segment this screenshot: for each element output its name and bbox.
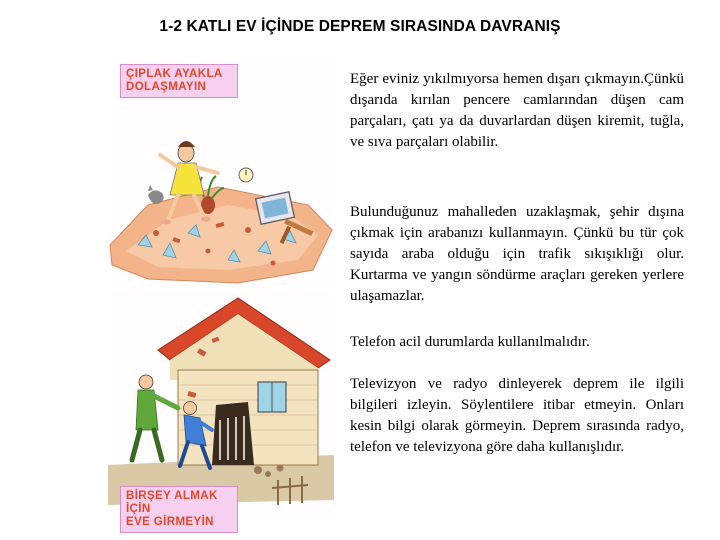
paragraph-stay-inside: Eğer eviniz yıkılmıyorsa hemen dışarı çıkmayın.Çünkü dışarıda kırılan pencere camlarından düşen cam parçaları, çatı ya da duvarlardan düşen kiremit, tuğla, ve sıva parçaları olabilir. [350,71,684,150]
barefoot-caption [120,64,238,98]
paragraph-phone-emergency: Telefon acil durumlarda kullanılmalıdır. [350,334,590,350]
dont-enter-caption [120,486,238,533]
dont-enter-caption-line2: EVE GİRMEYİN [126,516,214,528]
barefoot-caption-line1: ÇIPLAK AYAKLA [126,68,223,80]
barefoot-caption-line2: DOLAŞMAYIN [126,81,207,93]
page-title: 1-2 KATLI EV İÇİNDE DEPREM SIRASINDA DAVRANIŞ [159,18,561,35]
dont-enter-caption-line1: BİRŞEY ALMAK İÇİN [126,490,218,515]
paragraph-no-car: Bulunduğunuz mahalleden uzaklaşmak, şehir dışına çıkmak için arabanızı kullanmayın. Çünkü bu tür çok sayıda araba olduğu için trafik sıkışıklığı olur. Kurtarma ve yangın söndürme araçları gereken yerlere ulaşamazlar. [350,204,684,304]
paragraph-tv-radio: Televizyon ve radyo dinleyerek deprem ile ilgili bilgileri izleyin. Söylentilere itibar etmeyin. Onları kesin bilgi olarak görmeyin. Deprem sırasında radyo, telefon ve televizyona göre daha kullanışlıdır. [350,376,684,455]
